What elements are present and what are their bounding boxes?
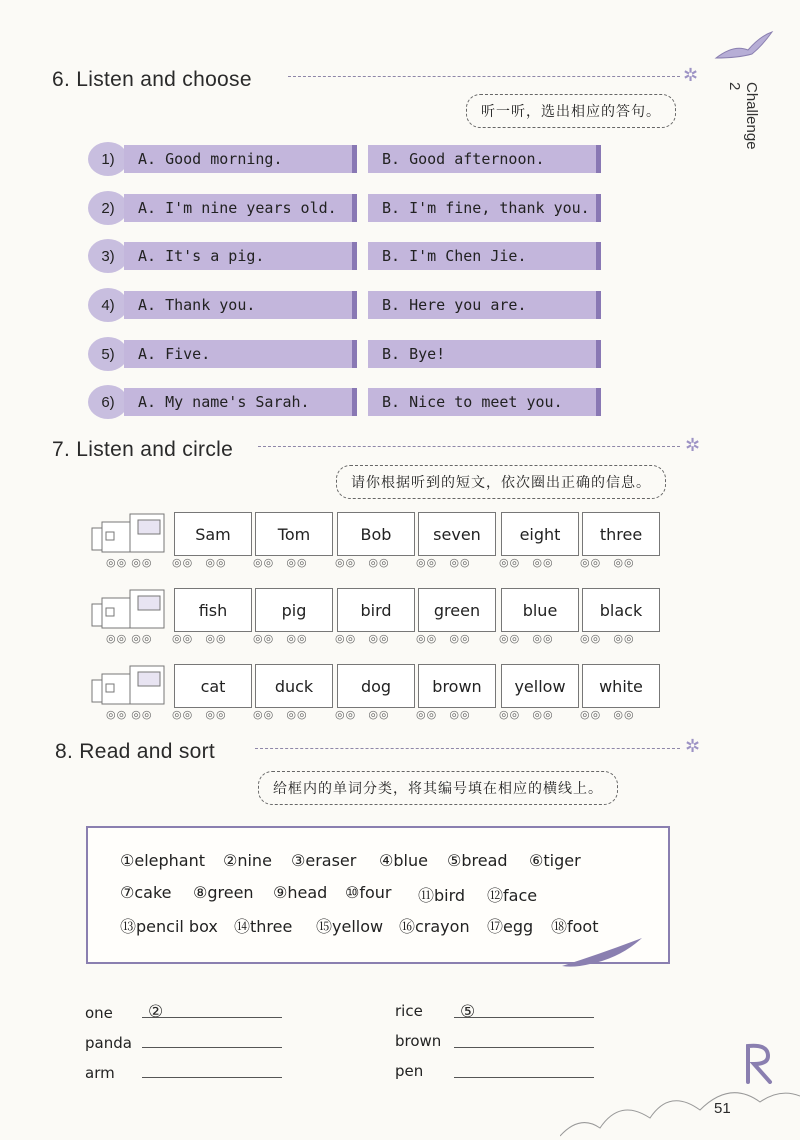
word-item: ③eraser [291, 851, 357, 870]
divider [255, 748, 680, 749]
train-car-word[interactable]: bird [337, 588, 415, 632]
word-item: ⑪bird [418, 886, 466, 905]
letter-r-icon [742, 1042, 776, 1084]
wheels: ◎◎ ◎◎ [172, 709, 227, 721]
train-car-word[interactable]: Bob [337, 512, 415, 556]
word-item: ⑬pencil box [120, 917, 218, 936]
wheels: ◎◎ ◎◎ [499, 633, 554, 645]
train-car-word[interactable]: green [418, 588, 496, 632]
instruction-7: 请你根据听到的短文，依次圈出正确的信息。 [336, 465, 666, 499]
word-item: ⑯crayon [399, 917, 470, 936]
instruction-8: 给框内的单词分类，将其编号填在相应的横线上。 [258, 771, 618, 805]
word-item: ④blue [379, 851, 428, 870]
wheels: ◎◎ ◎◎ [580, 709, 635, 721]
train-car-word[interactable]: eight [501, 512, 579, 556]
option-b[interactable]: B. Good afternoon. [368, 145, 596, 173]
word-item: ⑤bread [447, 851, 508, 870]
answer-line[interactable]: ⑤ [454, 1002, 594, 1018]
flower-icon: ✲ [685, 435, 701, 455]
section6-title: 6. Listen and choose [52, 68, 252, 91]
wheels: ◎◎ ◎◎ [499, 709, 554, 721]
train-car-word[interactable]: white [582, 664, 660, 708]
train-car-word[interactable]: black [582, 588, 660, 632]
answer-line[interactable]: ② [142, 1002, 282, 1018]
option-a[interactable]: A. Five. [124, 340, 352, 368]
bird-icon [712, 28, 774, 68]
word-item: ⑩four [345, 883, 392, 902]
option-a[interactable]: A. It's a pig. [124, 242, 352, 270]
wheels: ◎◎ ◎◎ [253, 633, 308, 645]
train-car-word[interactable]: seven [418, 512, 496, 556]
wheels: ◎◎ ◎◎ [416, 633, 471, 645]
option-a[interactable]: A. Thank you. [124, 291, 352, 319]
answer-line[interactable] [142, 1032, 282, 1048]
wheels: ◎◎ ◎◎ [335, 633, 390, 645]
wheels: ◎◎ ◎◎ [172, 557, 227, 569]
option-b[interactable]: B. Bye! [368, 340, 596, 368]
word-item: ⑦cake [120, 883, 172, 902]
option-b[interactable]: B. Nice to meet you. [368, 388, 596, 416]
train-car-word[interactable]: dog [337, 664, 415, 708]
divider [288, 76, 680, 77]
word-item: ①elephant [120, 851, 205, 870]
wheels: ◎◎ ◎◎ [580, 557, 635, 569]
instruction-6: 听一听，选出相应的答句。 [466, 94, 676, 128]
wheels: ◎◎ ◎◎ [335, 557, 390, 569]
train-car-word[interactable]: yellow [501, 664, 579, 708]
train-car-word[interactable]: cat [174, 664, 252, 708]
question-number: 6) [88, 385, 128, 419]
question-number: 3) [88, 239, 128, 273]
train-car-word[interactable]: Sam [174, 512, 252, 556]
section8-title: 8. Read and sort [55, 740, 216, 763]
option-b[interactable]: B. Here you are. [368, 291, 596, 319]
category-label: one [85, 1004, 113, 1022]
answer-line[interactable] [142, 1062, 282, 1078]
feather-icon [560, 936, 644, 970]
category-label: rice [395, 1002, 423, 1020]
train-car-word[interactable]: three [582, 512, 660, 556]
answer-line[interactable] [454, 1032, 594, 1048]
train-car-word[interactable]: pig [255, 588, 333, 632]
train-engine-icon [90, 588, 168, 634]
question-number: 2) [88, 191, 128, 225]
word-item: ⑰egg [487, 917, 534, 936]
train-car-word[interactable]: brown [418, 664, 496, 708]
flower-icon: ✲ [683, 65, 699, 85]
train-engine-icon [90, 512, 168, 558]
wheels: ◎◎ ◎◎ [416, 557, 471, 569]
wheels: ◎◎ ◎◎ [172, 633, 227, 645]
wheels: ◎◎ ◎◎ [499, 557, 554, 569]
question-number: 4) [88, 288, 128, 322]
side-label: Challenge 2 [726, 82, 760, 150]
wheels: ◎◎ ◎◎ [335, 709, 390, 721]
question-number: 5) [88, 337, 128, 371]
wheels: ◎◎ ◎◎ [416, 709, 471, 721]
wheels: ◎◎ ◎◎ [253, 557, 308, 569]
divider [258, 446, 680, 447]
word-item: ⑮yellow [316, 917, 384, 936]
option-b[interactable]: B. I'm Chen Jie. [368, 242, 596, 270]
wheels: ◎◎ ◎◎ [253, 709, 308, 721]
section7-title: 7. Listen and circle [52, 438, 234, 461]
wheels: ◎◎ ◎◎ [106, 633, 153, 645]
train-car-word[interactable]: fish [174, 588, 252, 632]
word-item: ⑫face [487, 886, 538, 905]
wheels: ◎◎ ◎◎ [580, 633, 635, 645]
word-item: ⑨head [273, 883, 328, 902]
category-label: pen [395, 1062, 424, 1080]
question-number: 1) [88, 142, 128, 176]
word-item: ②nine [223, 851, 272, 870]
flower-icon: ✲ [685, 736, 701, 756]
page-number: 51 [714, 1100, 731, 1117]
option-b[interactable]: B. I'm fine, thank you. [368, 194, 596, 222]
category-label: arm [85, 1064, 115, 1082]
option-a[interactable]: A. My name's Sarah. [124, 388, 352, 416]
train-car-word[interactable]: duck [255, 664, 333, 708]
train-car-word[interactable]: blue [501, 588, 579, 632]
word-item: ⑥tiger [529, 851, 581, 870]
word-item: ⑭three [234, 917, 293, 936]
wheels: ◎◎ ◎◎ [106, 709, 153, 721]
category-label: brown [395, 1032, 442, 1050]
train-car-word[interactable]: Tom [255, 512, 333, 556]
category-label: panda [85, 1034, 132, 1052]
train-engine-icon [90, 664, 168, 710]
wheels: ◎◎ ◎◎ [106, 557, 153, 569]
option-a[interactable]: A. I'm nine years old. [124, 194, 352, 222]
option-a[interactable]: A. Good morning. [124, 145, 352, 173]
word-item: ⑱foot [551, 917, 599, 936]
word-item: ⑧green [193, 883, 254, 902]
